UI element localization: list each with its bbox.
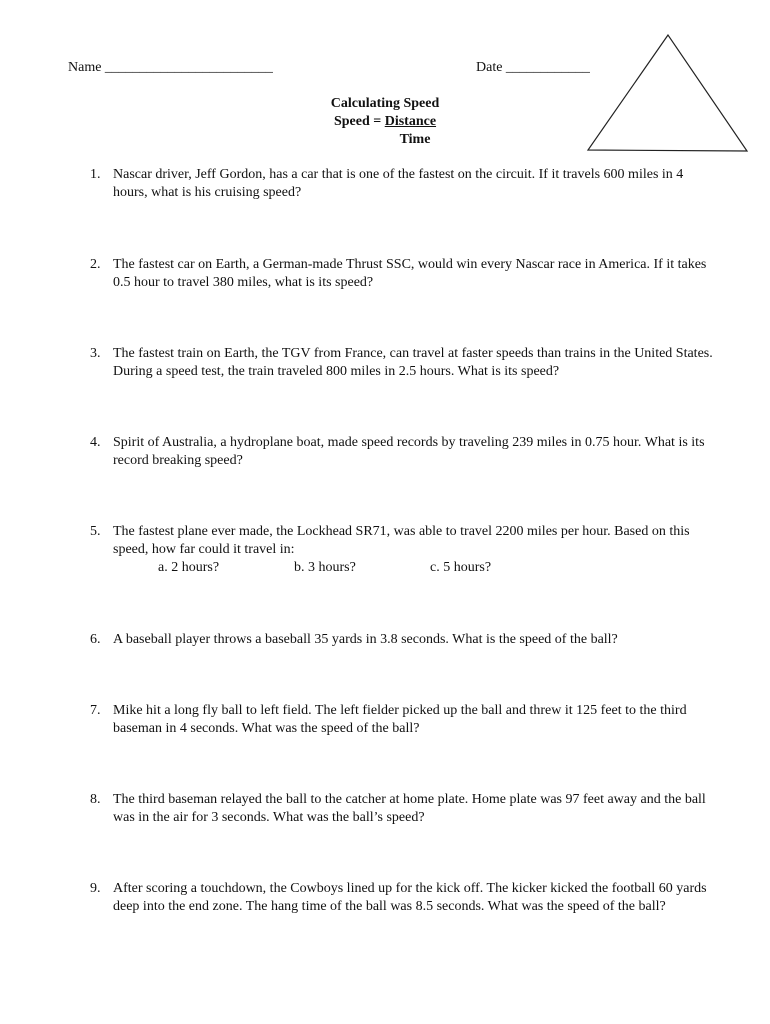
name-field-label: Name ________________________	[68, 60, 273, 75]
question-text: The fastest plane ever made, the Lockhead SR71, was able to travel 2200 miles per hour. Based on this speed, how far could it travel in:	[113, 524, 690, 557]
question-text: Nascar driver, Jeff Gordon, has a car that is one of the fastest on the circuit. If it travels 600 miles in 4 hours, what is his cruising speed?	[113, 167, 684, 200]
question-text: After scoring a touchdown, the Cowboys lined up for the kick off. The kicker kicked the football 60 yards deep into the end zone. The hang time of the ball was 8.5 seconds. What was the speed of the ball?	[113, 881, 707, 914]
question-text: Spirit of Australia, a hydroplane boat, made speed records by traveling 239 miles in 0.75 hour. What is its record breaking speed?	[113, 435, 705, 468]
question-number: 8.	[90, 792, 101, 807]
question-text: The third baseman relayed the ball to the catcher at home plate. Home plate was 97 feet away and the ball was in the air for 3 seconds. What was the ball’s speed?	[113, 792, 706, 825]
formula-numerator: Distance	[384, 114, 437, 129]
question-number: 9.	[90, 881, 101, 896]
page-title: Calculating Speed	[330, 96, 440, 111]
option-c: c. 5 hours?	[430, 560, 492, 575]
question-number: 4.	[90, 435, 101, 450]
question-number: 6.	[90, 632, 101, 647]
formula-prefix: Speed =	[333, 114, 385, 129]
question-number: 2.	[90, 257, 101, 272]
question-text: The fastest train on Earth, the TGV from France, can travel at faster speeds than trains in the United States. During a speed test, the train traveled 800 miles in 2.5 hours. What is its speed?	[113, 346, 713, 379]
formula-denominator: Time	[399, 132, 431, 147]
question-number: 3.	[90, 346, 101, 361]
option-a: a. 2 hours?	[158, 560, 220, 575]
question-text: The fastest car on Earth, a German-made Thrust SSC, would win every Nascar race in America. If it takes 0.5 hour to travel 380 miles, what is its speed?	[113, 257, 707, 290]
question-number: 5.	[90, 524, 101, 539]
question-5-options	[0, 559, 770, 577]
question-number: 1.	[90, 167, 101, 182]
question-text: A baseball player throws a baseball 35 yards in 3.8 seconds. What is the speed of the ball?	[113, 632, 618, 647]
question-text: Mike hit a long fly ball to left field. The left fielder picked up the ball and threw it 125 feet to the third baseman in 4 seconds. What was the speed of the ball?	[113, 703, 687, 736]
option-b: b. 3 hours?	[294, 560, 356, 575]
speed-formula	[0, 113, 770, 131]
date-field-label: Date ____________	[476, 60, 590, 75]
question-number: 7.	[90, 703, 101, 718]
